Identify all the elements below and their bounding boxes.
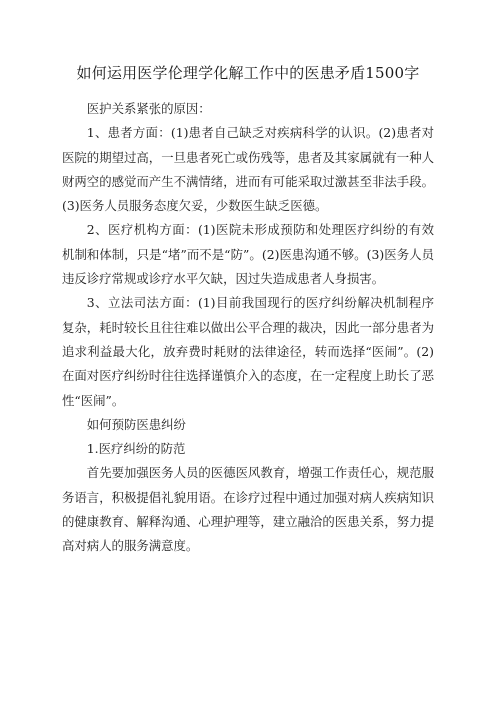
document-title: 如何运用医学伦理学化解工作中的医患矛盾1500字 <box>76 64 420 82</box>
paragraph-institution-factors: 2、医疗机构方面：(1)医院未形成预防和处理医疗纠纷的有效机制和体制，只是“堵”而不是“防”。(2)医患沟通不够。(3)医务人员违反诊疗常规或诊疗水平欠缺，因过失造成患者人身损害。 <box>62 222 434 287</box>
paragraph-prevention-measures: 首先要加强医务人员的医德医风教育，增强工作责任心，规范服务语言，积极提倡礼貌用语。在诊疗过程中通过加强对病人疾病知识的健康教育、解释沟通、心理护理等，建立融洽的医患关系，努力提高对病人的服务满意度。 <box>62 465 434 554</box>
paragraph-prevention-heading: 如何预防医患纠纷 <box>86 416 186 432</box>
paragraph-causes-heading: 医护关系紧张的原因： <box>86 101 211 116</box>
paragraph-patient-factors: 1、患者方面：(1)患者自己缺乏对疾病科学的认识。(2)患者对医院的期望过高，一旦患者死亡或伤残等，患者及其家属就有一种人财两空的感觉而产生不满情绪，进而有可能采取过激甚至非法手段。(3)医务人员服务态度欠妥，少数医生缺乏医德。 <box>62 125 434 214</box>
paragraph-prevention-subheading: 1.医疗纠纷的防范 <box>86 441 186 457</box>
paragraph-legal-factors: 3、立法司法方面：(1)目前我国现行的医疗纠纷解决机制程序复杂，耗时较长且往往难以做出公平合理的裁决，因此一部分患者为追求利益最大化，放弃费时耗财的法律途径，转而选择“医闹”。(2)在面对医疗纠纷时往往选择谨慎介入的态度，在一定程度上助长了恶性“医闹”。 <box>62 295 434 408</box>
document-body <box>62 97 434 559</box>
